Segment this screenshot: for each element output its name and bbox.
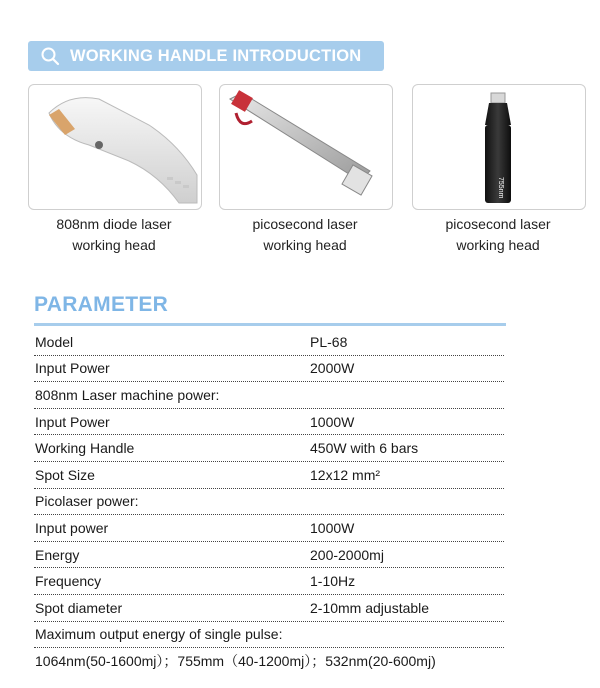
caption-line-2: working head xyxy=(456,237,540,253)
table-row xyxy=(34,409,504,436)
table-row xyxy=(34,648,504,675)
pico-tip-image xyxy=(412,84,586,210)
caption-line-1: 808nm diode laser xyxy=(56,216,172,232)
row-value: 1-10Hz xyxy=(310,573,356,590)
row-label: Input Power xyxy=(35,413,110,430)
row-value: 2-10mm adjustable xyxy=(310,599,430,616)
parameter-divider xyxy=(34,323,506,326)
caption-handle-1 xyxy=(19,214,209,256)
banner-title: WORKING HANDLE INTRODUCTION xyxy=(70,46,362,65)
row-value: 2000W xyxy=(310,360,355,377)
table-row xyxy=(34,622,504,649)
table-row xyxy=(34,489,504,516)
pico-handle-image xyxy=(219,84,393,210)
row-value: 1000W xyxy=(310,519,355,536)
row-value: 200-2000mj xyxy=(310,546,384,563)
diode-handle-image xyxy=(28,84,202,210)
row-label: Maximum output energy of single pulse: xyxy=(35,626,283,643)
table-row xyxy=(34,382,504,409)
row-label: Working Handle xyxy=(35,440,135,457)
caption-line-1: picosecond laser xyxy=(252,216,358,232)
row-label: Spot diameter xyxy=(35,599,123,616)
row-label: Input power xyxy=(35,519,109,536)
caption-handle-2 xyxy=(210,214,400,256)
table-row xyxy=(34,435,504,462)
row-label: 1064nm(50-1600mj）；755mm（40-1200mj）；532nm(20-600mj) xyxy=(35,653,436,670)
tip-label: 755nm xyxy=(497,177,504,199)
row-value: 450W with 6 bars xyxy=(310,440,419,457)
table-row xyxy=(34,462,504,489)
section-banner xyxy=(28,41,384,71)
table-row xyxy=(34,515,504,542)
table-row xyxy=(34,595,504,622)
row-value: 1000W xyxy=(310,413,355,430)
parameter-table xyxy=(34,329,504,675)
caption-handle-3 xyxy=(403,214,593,256)
caption-line-2: working head xyxy=(263,237,347,253)
caption-line-2: working head xyxy=(72,237,156,253)
row-label: Energy xyxy=(35,546,80,563)
table-row xyxy=(34,356,504,383)
row-value: PL-68 xyxy=(310,333,348,350)
row-label: Model xyxy=(35,333,74,350)
search-icon xyxy=(40,45,62,67)
row-value: 12x12 mm² xyxy=(310,466,381,483)
table-row xyxy=(34,542,504,569)
table-row xyxy=(34,568,504,595)
table-row xyxy=(34,329,504,356)
caption-line-1: picosecond laser xyxy=(445,216,551,232)
row-label: Frequency xyxy=(35,573,102,590)
row-label: Spot Size xyxy=(35,466,95,483)
row-label: 808nm Laser machine power: xyxy=(35,386,220,403)
parameter-title: PARAMETER xyxy=(34,293,169,316)
row-label: Picolaser power: xyxy=(35,493,139,510)
row-label: Input Power xyxy=(35,360,110,377)
